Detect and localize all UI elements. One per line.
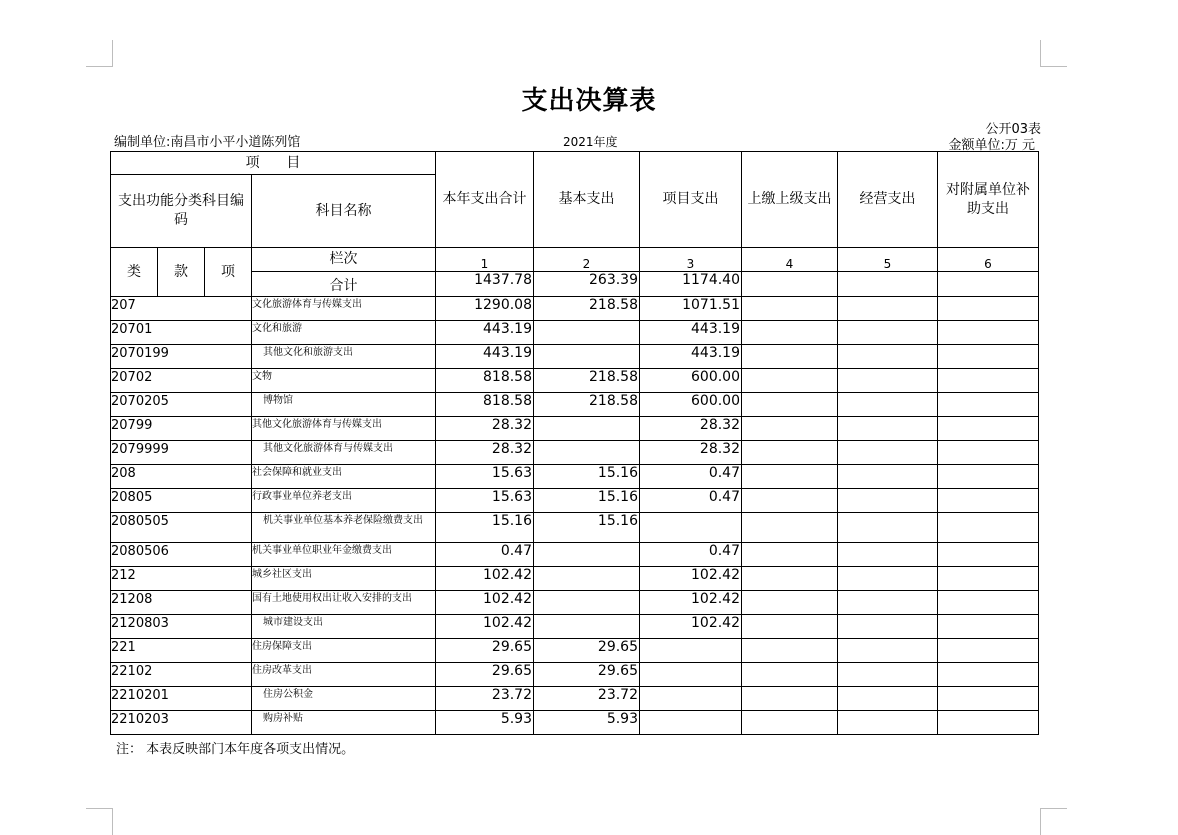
amount-cell bbox=[534, 591, 640, 615]
subject-code: 2210203 bbox=[111, 711, 252, 735]
subject-code: 2080506 bbox=[111, 543, 252, 567]
amount-cell: 28.32 bbox=[640, 417, 742, 441]
table-row bbox=[111, 465, 1039, 489]
col-number: 1 bbox=[436, 248, 534, 272]
amount-cell bbox=[938, 465, 1039, 489]
amount-cell: 28.32 bbox=[436, 441, 534, 465]
amount-cell bbox=[938, 369, 1039, 393]
amount-cell bbox=[742, 567, 838, 591]
amount-cell bbox=[742, 321, 838, 345]
subject-name: 其他文化旅游体育与传媒支出 bbox=[252, 417, 436, 441]
table-row bbox=[111, 687, 1039, 711]
amount-cell: 28.32 bbox=[640, 441, 742, 465]
col-header-business: 经营支出 bbox=[838, 152, 938, 248]
amount-cell bbox=[938, 543, 1039, 567]
col-number: 6 bbox=[938, 248, 1039, 272]
amount-cell bbox=[838, 441, 938, 465]
amount-cell bbox=[838, 711, 938, 735]
subject-code: 2120803 bbox=[111, 615, 252, 639]
table-row bbox=[111, 663, 1039, 687]
amount-cell bbox=[742, 711, 838, 735]
amount-cell bbox=[534, 345, 640, 369]
amount-cell bbox=[838, 321, 938, 345]
amount-cell bbox=[742, 591, 838, 615]
subject-code: 22102 bbox=[111, 663, 252, 687]
subject-code: 20805 bbox=[111, 489, 252, 513]
total-cell bbox=[938, 272, 1039, 297]
amount-cell bbox=[938, 321, 1039, 345]
total-cell bbox=[742, 272, 838, 297]
amount-cell bbox=[742, 615, 838, 639]
amount-cell bbox=[742, 663, 838, 687]
table-row bbox=[111, 441, 1039, 465]
col-number: 3 bbox=[640, 248, 742, 272]
subject-code: 20799 bbox=[111, 417, 252, 441]
organization-label: 编制单位:南昌市小平小道陈列馆 bbox=[114, 135, 301, 150]
amount-cell bbox=[938, 297, 1039, 321]
expenditure-table bbox=[110, 151, 1039, 735]
amount-cell bbox=[838, 567, 938, 591]
amount-cell bbox=[838, 543, 938, 567]
amount-cell: 23.72 bbox=[436, 687, 534, 711]
col-number: 4 bbox=[742, 248, 838, 272]
amount-cell: 0.47 bbox=[640, 543, 742, 567]
total-cell: 1437.78 bbox=[436, 272, 534, 297]
unit-label: 金额单位:万 元 bbox=[948, 138, 1035, 153]
subject-code: 20702 bbox=[111, 369, 252, 393]
col-number: 5 bbox=[838, 248, 938, 272]
amount-cell bbox=[742, 297, 838, 321]
amount-cell: 102.42 bbox=[640, 615, 742, 639]
amount-cell bbox=[640, 687, 742, 711]
amount-cell bbox=[838, 663, 938, 687]
col-header-project: 项目支出 bbox=[640, 152, 742, 248]
table-row bbox=[111, 489, 1039, 513]
table-row bbox=[111, 543, 1039, 567]
amount-cell: 443.19 bbox=[640, 321, 742, 345]
table-row bbox=[111, 615, 1039, 639]
amount-cell bbox=[938, 345, 1039, 369]
subject-name: 其他文化和旅游支出 bbox=[252, 345, 436, 369]
subject-code: 208 bbox=[111, 465, 252, 489]
amount-cell bbox=[838, 297, 938, 321]
form-number: 公开03表 bbox=[985, 122, 1041, 137]
amount-cell: 23.72 bbox=[534, 687, 640, 711]
amount-cell: 102.42 bbox=[436, 567, 534, 591]
amount-cell bbox=[938, 591, 1039, 615]
xiang-header: 项 bbox=[205, 248, 252, 297]
table-row bbox=[111, 321, 1039, 345]
table-row bbox=[111, 639, 1039, 663]
amount-cell bbox=[742, 441, 838, 465]
page-title: 支出决算表 bbox=[521, 86, 657, 116]
table-row bbox=[111, 711, 1039, 735]
amount-cell: 443.19 bbox=[436, 321, 534, 345]
subject-code: 2070199 bbox=[111, 345, 252, 369]
subject-code: 2070205 bbox=[111, 393, 252, 417]
amount-cell bbox=[838, 615, 938, 639]
amount-cell: 102.42 bbox=[640, 591, 742, 615]
page-corner-mark bbox=[1040, 808, 1067, 835]
amount-cell bbox=[742, 369, 838, 393]
amount-cell: 1290.08 bbox=[436, 297, 534, 321]
subject-code: 2080505 bbox=[111, 513, 252, 543]
subject-code: 207 bbox=[111, 297, 252, 321]
amount-cell bbox=[838, 687, 938, 711]
amount-cell: 15.16 bbox=[534, 489, 640, 513]
subject-name: 城乡社区支出 bbox=[252, 567, 436, 591]
amount-cell bbox=[938, 711, 1039, 735]
amount-cell: 5.93 bbox=[534, 711, 640, 735]
amount-cell bbox=[938, 615, 1039, 639]
kuan-header: 款 bbox=[158, 248, 205, 297]
amount-cell bbox=[534, 417, 640, 441]
table-row bbox=[111, 297, 1039, 321]
col-header-total: 本年支出合计 bbox=[436, 152, 534, 248]
amount-cell bbox=[742, 417, 838, 441]
total-cell: 1174.40 bbox=[640, 272, 742, 297]
subject-code: 2079999 bbox=[111, 441, 252, 465]
amount-cell bbox=[838, 345, 938, 369]
amount-cell bbox=[534, 615, 640, 639]
subject-code: 20701 bbox=[111, 321, 252, 345]
amount-cell: 600.00 bbox=[640, 369, 742, 393]
amount-cell bbox=[938, 417, 1039, 441]
amount-cell: 29.65 bbox=[436, 639, 534, 663]
amount-cell: 102.42 bbox=[436, 591, 534, 615]
amount-cell bbox=[640, 711, 742, 735]
lanci-label: 栏次 bbox=[252, 248, 436, 272]
code-header: 支出功能分类科目编码 bbox=[111, 175, 252, 248]
amount-cell: 102.42 bbox=[640, 567, 742, 591]
item-header: 项 目 bbox=[111, 152, 436, 175]
amount-cell bbox=[534, 321, 640, 345]
amount-cell bbox=[534, 441, 640, 465]
amount-cell: 218.58 bbox=[534, 369, 640, 393]
amount-cell bbox=[938, 663, 1039, 687]
amount-cell: 102.42 bbox=[436, 615, 534, 639]
amount-cell: 0.47 bbox=[640, 489, 742, 513]
col-header-subsidy: 对附属单位补助支出 bbox=[938, 152, 1039, 248]
amount-cell bbox=[938, 513, 1039, 543]
amount-cell bbox=[534, 543, 640, 567]
amount-cell: 818.58 bbox=[436, 369, 534, 393]
amount-cell bbox=[742, 639, 838, 663]
subject-name: 文物 bbox=[252, 369, 436, 393]
table-row bbox=[111, 345, 1039, 369]
subject-code: 2210201 bbox=[111, 687, 252, 711]
table-note: 注： 本表反映部门本年度各项支出情况。 bbox=[116, 742, 355, 757]
amount-cell: 15.16 bbox=[436, 513, 534, 543]
table-row bbox=[111, 567, 1039, 591]
amount-cell bbox=[938, 567, 1039, 591]
amount-cell bbox=[838, 489, 938, 513]
amount-cell: 5.93 bbox=[436, 711, 534, 735]
amount-cell bbox=[534, 567, 640, 591]
lei-header: 类 bbox=[111, 248, 158, 297]
amount-cell: 15.16 bbox=[534, 465, 640, 489]
amount-cell bbox=[742, 393, 838, 417]
amount-cell bbox=[742, 465, 838, 489]
amount-cell bbox=[938, 687, 1039, 711]
amount-cell bbox=[838, 591, 938, 615]
subject-name: 城市建设支出 bbox=[252, 615, 436, 639]
subject-name: 其他文化旅游体育与传媒支出 bbox=[252, 441, 436, 465]
subject-name: 博物馆 bbox=[252, 393, 436, 417]
amount-cell bbox=[938, 441, 1039, 465]
col-header-basic: 基本支出 bbox=[534, 152, 640, 248]
page-corner-mark bbox=[86, 40, 113, 67]
amount-cell: 28.32 bbox=[436, 417, 534, 441]
amount-cell bbox=[640, 663, 742, 687]
subject-name: 住房公积金 bbox=[252, 687, 436, 711]
subject-name: 文化旅游体育与传媒支出 bbox=[252, 297, 436, 321]
amount-cell bbox=[838, 369, 938, 393]
amount-cell: 29.65 bbox=[436, 663, 534, 687]
subject-name: 文化和旅游 bbox=[252, 321, 436, 345]
amount-cell bbox=[938, 489, 1039, 513]
table-row bbox=[111, 591, 1039, 615]
subject-name: 社会保障和就业支出 bbox=[252, 465, 436, 489]
amount-cell: 600.00 bbox=[640, 393, 742, 417]
amount-cell bbox=[838, 513, 938, 543]
amount-cell: 818.58 bbox=[436, 393, 534, 417]
subject-name: 机关事业单位基本养老保险缴费支出 bbox=[252, 513, 436, 543]
table-row bbox=[111, 393, 1039, 417]
amount-cell bbox=[838, 465, 938, 489]
subject-name: 国有土地使用权出让收入安排的支出 bbox=[252, 591, 436, 615]
amount-cell bbox=[640, 639, 742, 663]
amount-cell: 29.65 bbox=[534, 663, 640, 687]
amount-cell bbox=[742, 687, 838, 711]
total-label: 合计 bbox=[252, 272, 436, 297]
amount-cell bbox=[938, 393, 1039, 417]
table-row bbox=[111, 513, 1039, 543]
amount-cell: 15.63 bbox=[436, 489, 534, 513]
year-label: 2021年度 bbox=[563, 135, 618, 149]
page-corner-mark bbox=[86, 808, 113, 835]
total-cell bbox=[838, 272, 938, 297]
subject-code: 212 bbox=[111, 567, 252, 591]
amount-cell bbox=[742, 543, 838, 567]
name-header: 科目名称 bbox=[252, 175, 436, 248]
table-row bbox=[111, 369, 1039, 393]
table-row bbox=[111, 417, 1039, 441]
amount-cell bbox=[838, 417, 938, 441]
amount-cell: 1071.51 bbox=[640, 297, 742, 321]
amount-cell: 0.47 bbox=[436, 543, 534, 567]
amount-cell bbox=[742, 489, 838, 513]
amount-cell bbox=[938, 639, 1039, 663]
subject-name: 机关事业单位职业年金缴费支出 bbox=[252, 543, 436, 567]
subject-name: 住房保障支出 bbox=[252, 639, 436, 663]
amount-cell bbox=[838, 639, 938, 663]
col-number: 2 bbox=[534, 248, 640, 272]
total-cell: 263.39 bbox=[534, 272, 640, 297]
subject-name: 住房改革支出 bbox=[252, 663, 436, 687]
subject-code: 21208 bbox=[111, 591, 252, 615]
amount-cell: 443.19 bbox=[640, 345, 742, 369]
amount-cell bbox=[640, 513, 742, 543]
amount-cell bbox=[742, 513, 838, 543]
amount-cell: 443.19 bbox=[436, 345, 534, 369]
amount-cell: 15.16 bbox=[534, 513, 640, 543]
amount-cell bbox=[838, 393, 938, 417]
subject-name: 购房补贴 bbox=[252, 711, 436, 735]
col-header-remit: 上缴上级支出 bbox=[742, 152, 838, 248]
amount-cell: 218.58 bbox=[534, 297, 640, 321]
amount-cell: 15.63 bbox=[436, 465, 534, 489]
subject-code: 221 bbox=[111, 639, 252, 663]
amount-cell: 218.58 bbox=[534, 393, 640, 417]
amount-cell bbox=[742, 345, 838, 369]
amount-cell: 29.65 bbox=[534, 639, 640, 663]
page-corner-mark bbox=[1040, 40, 1067, 67]
subject-name: 行政事业单位养老支出 bbox=[252, 489, 436, 513]
amount-cell: 0.47 bbox=[640, 465, 742, 489]
